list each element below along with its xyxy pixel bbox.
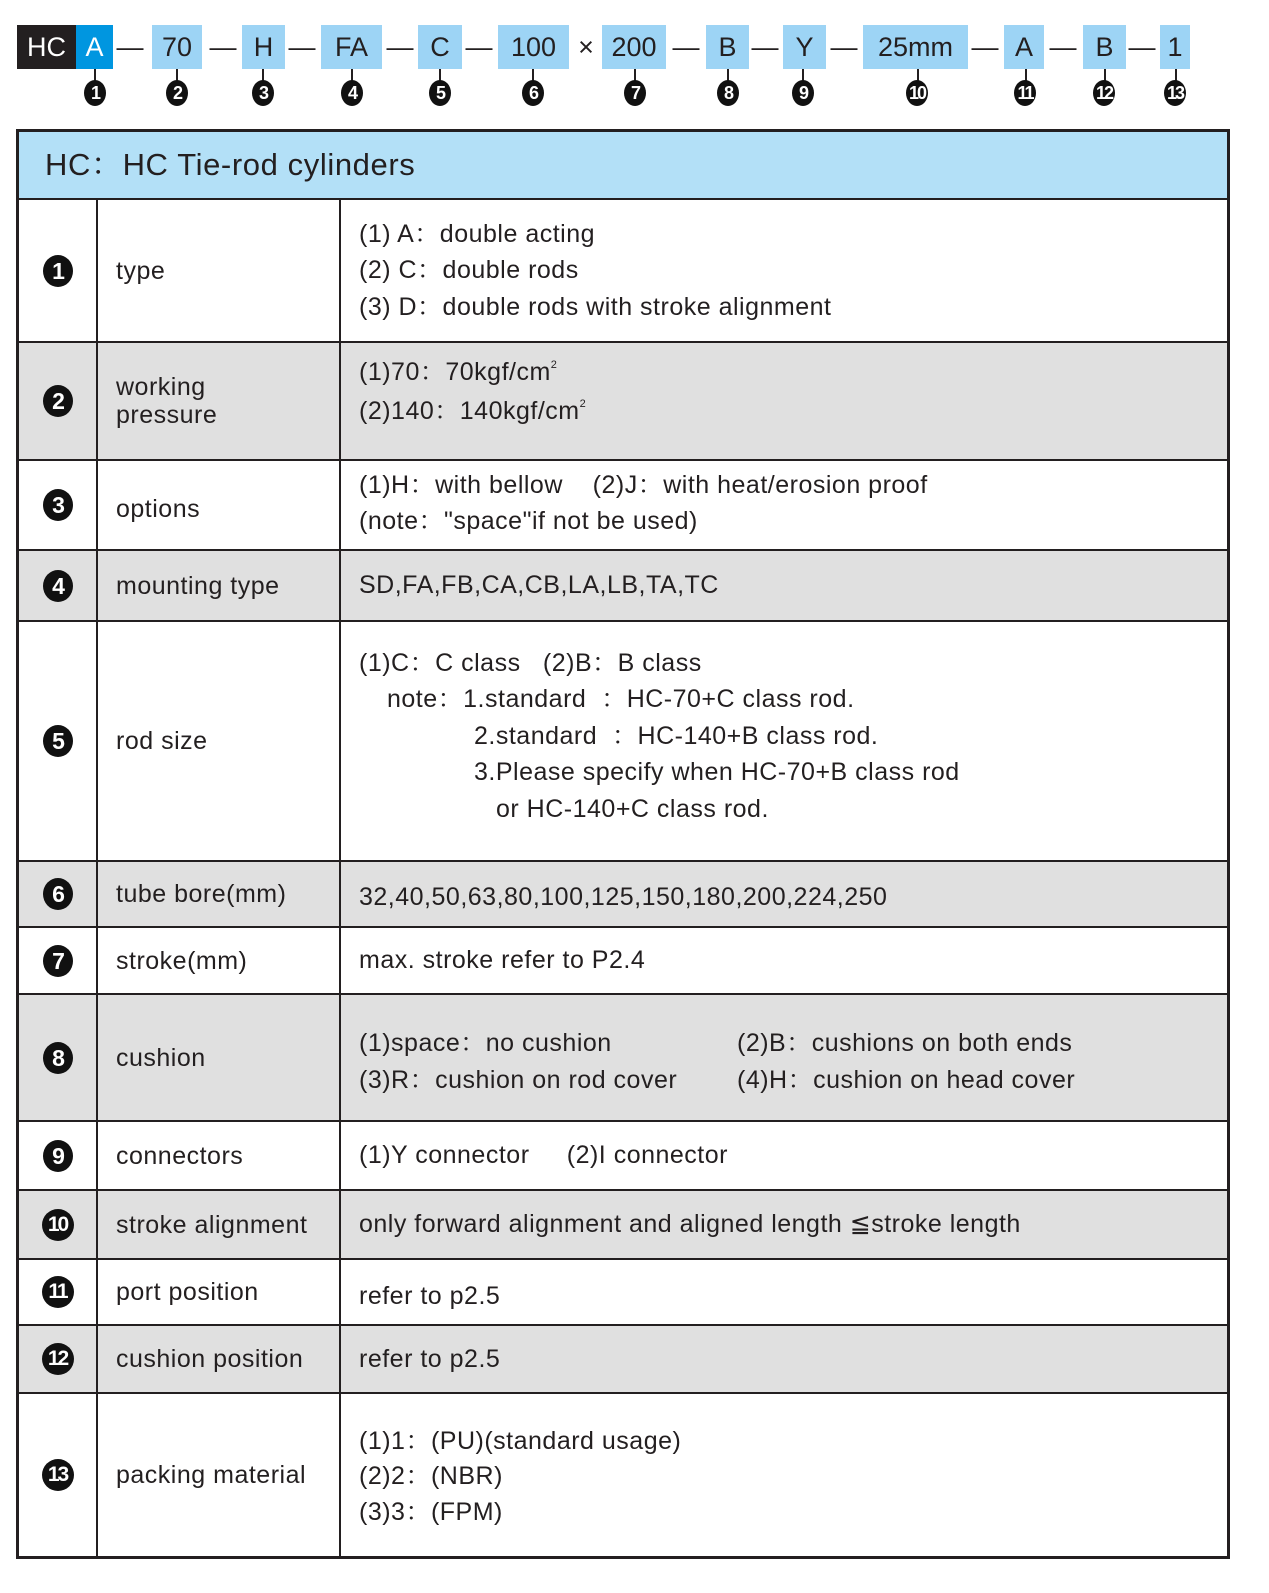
row-values bbox=[341, 343, 1227, 459]
dash-separator: — bbox=[971, 32, 999, 62]
value-line: or HC-140+C class rod. bbox=[496, 794, 769, 823]
row-values bbox=[341, 461, 1227, 549]
dash-separator: — bbox=[751, 32, 779, 62]
value-cell: (3)R：cushion on rod cover bbox=[359, 1065, 678, 1094]
row-label-line: pressure bbox=[116, 401, 218, 429]
code-segment-6: 100 bbox=[498, 25, 569, 69]
index-circle-3: 3 bbox=[252, 80, 274, 106]
row-label: tube bore(mm) bbox=[98, 862, 341, 926]
row-label: stroke(mm) bbox=[98, 928, 341, 993]
index-circle-5: 5 bbox=[429, 80, 451, 106]
row-values bbox=[341, 1260, 1227, 1324]
index-circle-7: 7 bbox=[624, 80, 646, 106]
index-badge: 2 bbox=[43, 385, 73, 417]
index-badge: 3 bbox=[43, 489, 73, 521]
row-label-line: working bbox=[116, 373, 206, 401]
table-row-connectors bbox=[19, 1122, 1227, 1191]
value-line: (2)140：140kgf/cm bbox=[359, 397, 580, 425]
index-circle-12: 12 bbox=[1093, 80, 1115, 106]
index-badge: 12 bbox=[42, 1343, 74, 1375]
dash-separator: — bbox=[465, 32, 493, 62]
row-label: cushion bbox=[98, 995, 341, 1120]
value-line: (2) C：double rods bbox=[359, 256, 579, 285]
value-line: (1) A：double acting bbox=[359, 219, 596, 248]
index-badge: 6 bbox=[43, 878, 73, 910]
dash-separator: — bbox=[830, 32, 858, 62]
index-badge: 4 bbox=[43, 570, 73, 602]
index-badge: 8 bbox=[43, 1042, 73, 1074]
index-circle-9: 9 bbox=[792, 80, 814, 106]
code-segment-8: B bbox=[706, 25, 749, 69]
code-segment-3: H bbox=[242, 25, 285, 69]
row-label: cushion position bbox=[98, 1326, 341, 1392]
table-row-options bbox=[19, 461, 1227, 551]
value-line: (1)C：C class (2)B：B class bbox=[359, 648, 702, 677]
code-segment-9: Y bbox=[783, 25, 826, 69]
dash-separator: — bbox=[116, 32, 144, 62]
index-badge: 7 bbox=[43, 945, 73, 977]
index-badge: 1 bbox=[43, 255, 73, 287]
row-values bbox=[341, 1326, 1227, 1392]
superscript: 2 bbox=[579, 398, 587, 410]
value-line: refer to p2.5 bbox=[359, 1344, 501, 1373]
table-row-mounting-type bbox=[19, 551, 1227, 622]
row-values bbox=[341, 200, 1227, 341]
row-label: type bbox=[98, 200, 341, 341]
table-row-stroke bbox=[19, 928, 1227, 995]
value-line: (1)H：with bellow (2)J：with heat/erosion proof bbox=[359, 470, 928, 499]
code-segment-13: 1 bbox=[1160, 25, 1190, 69]
dash-separator: — bbox=[386, 32, 414, 62]
code-segment-7: 200 bbox=[602, 25, 666, 69]
value-line: note：1.standard ：HC-70+C class rod. bbox=[387, 685, 855, 714]
dash-separator: — bbox=[288, 32, 316, 62]
row-values bbox=[341, 928, 1227, 993]
value-line: (1)70：70kgf/cm bbox=[359, 358, 551, 386]
row-values bbox=[341, 1191, 1227, 1258]
index-circle-4: 4 bbox=[341, 80, 363, 106]
index-circle-10: 10 bbox=[906, 80, 928, 106]
value-line: (1)Y connector (2)I connector bbox=[359, 1141, 728, 1170]
value-line: (1)1：(PU)(standard usage) bbox=[359, 1426, 682, 1455]
value-line: (2)2：(NBR) bbox=[359, 1462, 503, 1491]
times-separator: × bbox=[578, 32, 594, 62]
index-badge: 13 bbox=[42, 1459, 74, 1491]
value-line: (3)3：(FPM) bbox=[359, 1497, 503, 1526]
table-row-cushion bbox=[19, 995, 1227, 1122]
index-badge: 10 bbox=[42, 1209, 74, 1241]
index-badge: 5 bbox=[43, 725, 73, 757]
index-badge: 11 bbox=[42, 1276, 74, 1308]
dash-separator: — bbox=[1049, 32, 1077, 62]
row-values bbox=[341, 1122, 1227, 1189]
superscript: 2 bbox=[550, 359, 558, 371]
code-segment-12: B bbox=[1083, 25, 1126, 69]
index-circle-11: 11 bbox=[1014, 80, 1036, 106]
row-values bbox=[341, 622, 1227, 860]
row-label: options bbox=[98, 461, 341, 549]
row-label: rod size bbox=[98, 622, 341, 860]
table-row-stroke-alignment bbox=[19, 1191, 1227, 1260]
table-row-cushion-position bbox=[19, 1326, 1227, 1394]
row-label: connectors bbox=[98, 1122, 341, 1189]
code-segment-5: C bbox=[418, 25, 462, 69]
value-cell: (1)space：no cushion bbox=[359, 1029, 612, 1057]
row-label: packing material bbox=[98, 1394, 341, 1556]
code-segment-10: 25mm bbox=[863, 25, 968, 69]
table-row-packing-material bbox=[19, 1394, 1227, 1556]
value-line: 32,40,50,63,80,100,125,150,180,200,224,250 bbox=[359, 882, 888, 911]
table-row-port-position bbox=[19, 1260, 1227, 1326]
value-cell: (2)B：cushions on both ends bbox=[737, 1029, 1073, 1057]
code-segment-2: 70 bbox=[152, 25, 202, 69]
code-series: HC bbox=[17, 25, 76, 69]
table-row-rod-size bbox=[19, 622, 1227, 862]
index-circle-8: 8 bbox=[717, 80, 739, 106]
row-values bbox=[341, 1394, 1227, 1556]
table-row-type bbox=[19, 200, 1227, 343]
value-line: (3) D：double rods with stroke alignment bbox=[359, 292, 832, 321]
code-segment-11: A bbox=[1004, 25, 1044, 69]
dash-separator: — bbox=[209, 32, 237, 62]
table-title: HC：HC Tie-rod cylinders bbox=[45, 147, 416, 182]
table-row-tube-bore bbox=[19, 862, 1227, 928]
row-label bbox=[98, 343, 341, 459]
value-line: (note："space"if not be used) bbox=[359, 507, 698, 535]
row-values bbox=[341, 862, 1227, 926]
index-circle-2: 2 bbox=[166, 80, 188, 106]
row-values bbox=[341, 995, 1227, 1120]
dash-separator: — bbox=[672, 32, 700, 62]
index-circle-1: 1 bbox=[84, 80, 106, 106]
value-cell: (4)H：cushion on head cover bbox=[737, 1065, 1076, 1094]
dash-separator: — bbox=[1128, 32, 1156, 62]
row-label: port position bbox=[98, 1260, 341, 1324]
value-line: SD,FA,FB,CA,CB,LA,LB,TA,TC bbox=[359, 571, 719, 600]
table-title-bar bbox=[19, 132, 1227, 200]
row-values bbox=[341, 551, 1227, 620]
index-badge: 9 bbox=[43, 1140, 73, 1172]
value-line: only forward alignment and aligned length ≦stroke length bbox=[359, 1210, 1021, 1239]
row-label: stroke alignment bbox=[98, 1191, 341, 1258]
value-line: 3.Please specify when HC-70+B class rod bbox=[474, 758, 960, 787]
value-line: refer to p2.5 bbox=[359, 1281, 501, 1310]
code-segment-4: FA bbox=[321, 25, 382, 69]
code-segment-1: A bbox=[76, 25, 113, 69]
value-line: 2.standard ：HC-140+B class rod. bbox=[474, 721, 879, 750]
index-circle-6: 6 bbox=[522, 80, 544, 106]
value-line: max. stroke refer to P2.4 bbox=[359, 946, 646, 975]
spec-table bbox=[16, 129, 1230, 1559]
index-circle-13: 13 bbox=[1164, 80, 1186, 106]
table-row-working-pressure bbox=[19, 343, 1227, 461]
row-label: mounting type bbox=[98, 551, 341, 620]
